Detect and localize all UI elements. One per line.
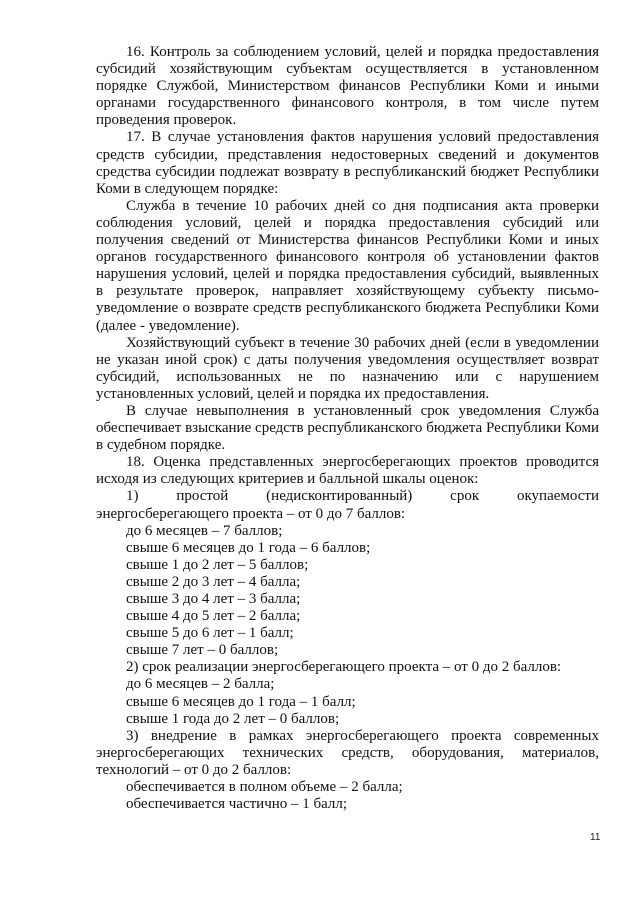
paragraph-17-court: В случае невыполнения в установленный срок уведомления Служба обеспечивает взыскание средств республиканского бюджета Республики Коми в судебном порядке. [96, 402, 599, 454]
criterion-1-item: свыше 5 до 6 лет – 1 балл; [126, 625, 294, 642]
criterion-2-item: до 6 месяцев – 2 балла; [126, 676, 275, 693]
paragraph-18: 18. Оценка представленных энергосберегающих проектов проводится исходя из следующих критериев и балльной шкалы оценок: [96, 454, 599, 488]
criterion-1-item: до 6 месяцев – 7 баллов; [126, 522, 283, 539]
criterion-2-item: свыше 6 месяцев до 1 года – 1 балл; [126, 693, 356, 710]
criterion-2-heading: 2) срок реализации энергосберегающего проекта – от 0 до 2 баллов: [126, 659, 562, 676]
criterion-1-item: свыше 1 до 2 лет – 5 баллов; [126, 556, 309, 573]
criterion-1-item: свыше 4 до 5 лет – 2 балла; [126, 608, 301, 625]
criterion-3-heading: 3) внедрение в рамках энергосберегающего проекта современных энергосберегающих технических средств, оборудования, материалов, технологий – от 0 до 2 баллов: [96, 727, 599, 778]
paragraph-17: 17. В случае установления фактов нарушения условий предоставления средств субсидии, представления недостоверных сведений и документов средства субсидии подлежат возврату в республиканский бюджет Республики Коми в следующем порядке: [96, 129, 599, 197]
criterion-1-heading: 1) простой (недисконтированный) срок окупаемости энергосберегающего проекта – от 0 до 7 баллов: [96, 488, 599, 522]
criterion-2-item: свыше 1 года до 2 лет – 0 баллов; [126, 710, 340, 727]
paragraph-17-notice: Служба в течение 10 рабочих дней со дня подписания акта проверки соблюдения условий, целей и порядка предоставления субсидий или получения сведений от Министерства финансов Республики Коми и иных органов государственного финансового контроля об установлении фактов нарушения условий, целей и порядка предоставления субсидий, выявленных в результате проверок, направляет хозяйствующему субъекту письмо-уведомление о возврате средств республиканского бюджета Республики Коми (далее - уведомление). [96, 197, 599, 334]
criterion-3-item: обеспечивается в полном объеме – 2 балла; [126, 779, 403, 796]
page-number: 11 [590, 832, 601, 843]
paragraph-16: 16. Контроль за соблюдением условий, целей и порядка предоставления субсидий хозяйствующим субъектам осуществляется в установленном порядке Службой, Министерством финансов Республики Коми и иными органами государственного финансового контроля, в том числе путем проведения проверок. [96, 44, 599, 129]
criterion-1-item: свыше 3 до 4 лет – 3 балла; [126, 591, 301, 607]
criterion-1-item: свыше 2 до 3 лет – 4 балла; [126, 573, 301, 590]
criterion-1-item: свыше 7 лет – 0 баллов; [126, 642, 279, 659]
criterion-1-item: свыше 6 месяцев до 1 года – 6 баллов; [126, 539, 371, 556]
document-body [96, 44, 599, 813]
paragraph-17-refund: Хозяйствующий субъект в течение 30 рабочих дней (если в уведомлении не указан иной срок) с даты получения уведомления осуществляет возврат субсидий, использованных не по назначению или с нарушением установленных условий, целей и порядка их предоставления. [96, 334, 599, 402]
criterion-3-item: обеспечивается частично – 1 балл; [126, 796, 348, 813]
